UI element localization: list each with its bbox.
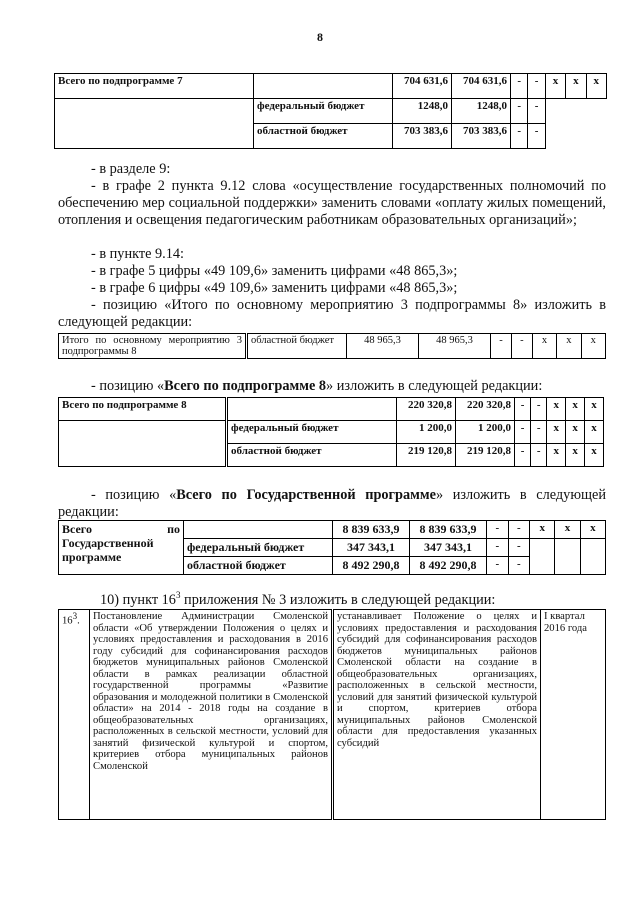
- state-program-label: Всего по Государственной программе: [59, 521, 184, 575]
- table-cell: -: [528, 124, 545, 149]
- table-cell: 219 120,8: [397, 444, 456, 467]
- table-cell: 8 839 633,9: [333, 521, 410, 539]
- table-cell: -: [511, 99, 528, 124]
- col6-text: - в графе 6 цифры «49 109,6» заменить цифрами «48 865,3»;: [91, 280, 458, 296]
- item914-text: - в пункте 9.14:: [91, 246, 185, 262]
- col5-text: - в графе 5 цифры «49 109,6» заменить цифрами «48 865,3»;: [91, 263, 458, 279]
- table-cell: 703 383,6: [393, 124, 452, 149]
- itogo-label: Итого по основному мероприятию 3 подпрограммы 8: [59, 334, 247, 359]
- reg-budget-label: областной бюджет: [184, 557, 333, 575]
- table-cell: х: [547, 444, 566, 467]
- table-cell: -: [508, 557, 530, 575]
- table-cell: х: [545, 74, 565, 99]
- document-name: Постановление Администрации Смоленской области «Об утверждении Положения о целях и условиях предоставления и расходования в 2016 году субсидий для софинансирования расходов бюджетов муниципальных районов Смоленской области в рамках реализации областной государственной программы «Развитие образования и молодежной политики в Смоленской области» на 2014 - 2018 годы на создание в общеобразовательных организациях, расположенных в сельской местности, условий для занятий физической культурой и спортом, критериев отбора муниципальных районов Смоленской: [90, 610, 333, 820]
- table-cell: х: [555, 521, 580, 539]
- table-cell: областной бюджет: [247, 334, 347, 359]
- subprogram7-table: [54, 73, 607, 149]
- table-cell: -: [487, 539, 509, 557]
- table-cell: х: [566, 444, 585, 467]
- appendix3-table: [58, 609, 606, 820]
- table-cell: х: [566, 421, 585, 444]
- table-cell: 8 839 633,9: [410, 521, 487, 539]
- table-cell: 703 383,6: [452, 124, 511, 149]
- table-cell: 1 200,0: [456, 421, 515, 444]
- table-cell: 1248,0: [452, 99, 511, 124]
- pos-itogo-text: - позицию «Итого по основному мероприятию 3 подпрограммы 8» изложить в следующей редакции:: [58, 297, 606, 330]
- table-cell: -: [515, 398, 531, 421]
- table-cell: -: [508, 539, 530, 557]
- section9-text: - в разделе 9:: [91, 161, 171, 177]
- table-cell: -: [487, 521, 509, 539]
- table-cell: -: [528, 99, 545, 124]
- table-cell: -: [487, 557, 509, 575]
- table-cell: 220 320,8: [456, 398, 515, 421]
- table-cell: х: [585, 398, 604, 421]
- page-number: 8: [317, 30, 323, 44]
- p912-text: - в графе 2 пункта 9.12 слова «осуществление государственных полномочий по обеспечению мер социальной поддержки» заменить словами «оплату жилых помещений, отопления и освещения педагогическим работникам образовательных организаций»;: [58, 178, 606, 228]
- table-cell: -: [511, 74, 528, 99]
- fed-budget-label: федеральный бюджет: [184, 539, 333, 557]
- table-cell: -: [511, 124, 528, 149]
- subprogram8-label: Всего по подпрограмме 8: [59, 398, 227, 421]
- table-cell: 704 631,6: [393, 74, 452, 99]
- item-number: $16^3$.: [59, 610, 90, 820]
- table-cell: х: [530, 521, 555, 539]
- table-cell: -: [515, 444, 531, 467]
- table-cell: 220 320,8: [397, 398, 456, 421]
- table-cell: -: [531, 444, 547, 467]
- itogo-table: [58, 333, 606, 359]
- table-cell: 8 492 290,8: [333, 557, 410, 575]
- reg-budget-label: областной бюджет: [254, 124, 393, 149]
- table-cell: х: [566, 398, 585, 421]
- table-cell: 704 631,6: [452, 74, 511, 99]
- table-cell: х: [585, 444, 604, 467]
- table-cell: 1248,0: [393, 99, 452, 124]
- state-program-table: [58, 520, 606, 575]
- table-cell: х: [581, 334, 605, 359]
- table-cell: х: [532, 334, 556, 359]
- table-cell: х: [586, 74, 606, 99]
- table-cell: -: [511, 334, 532, 359]
- table-cell: -: [531, 398, 547, 421]
- subprogram7-label: Всего по подпрограмме 7: [55, 74, 254, 99]
- table-cell: х: [557, 334, 581, 359]
- table-cell: 219 120,8: [456, 444, 515, 467]
- table-cell: 347 343,1: [410, 539, 487, 557]
- table-cell: 48 965,3: [419, 334, 491, 359]
- table-cell: -: [491, 334, 512, 359]
- table-cell: х: [547, 398, 566, 421]
- table-cell: х: [580, 521, 605, 539]
- fed-budget-label: федеральный бюджет: [254, 99, 393, 124]
- table-cell: х: [547, 421, 566, 444]
- pos-gp-text: - позицию «Всего по Государственной программе» изложить в следующей редакции:: [58, 487, 607, 520]
- table-cell: х: [566, 74, 586, 99]
- table-cell: -: [508, 521, 530, 539]
- subprogram8-table: [58, 397, 604, 467]
- item10-text: 10) пункт $16^3$ приложения № 3 изложить в следующей редакции:: [100, 590, 496, 608]
- reg-budget-label: областной бюджет: [227, 444, 397, 467]
- document-content: устанавливает Положение о целях и условиях предоставления и расходования субсидий для софинансирования расходов бюджетов муниципальных районов Смоленской области на создание в общеобразовательных организациях, расположенных в сельской местности, условий для занятий физической культурой и спортом, критериев отбора муниципальных районов Смоленской области для предоставления указанных субсидий: [333, 610, 541, 820]
- table-cell: 1 200,0: [397, 421, 456, 444]
- pos-sub8-text: - позицию «Всего по подпрограмме 8» изложить в следующей редакции:: [91, 378, 543, 394]
- fed-budget-label: федеральный бюджет: [227, 421, 397, 444]
- table-cell: 347 343,1: [333, 539, 410, 557]
- deadline: I квартал 2016 года: [541, 610, 606, 820]
- table-cell: -: [515, 421, 531, 444]
- table-cell: -: [531, 421, 547, 444]
- table-cell: 48 965,3: [347, 334, 419, 359]
- table-cell: х: [585, 421, 604, 444]
- table-cell: 8 492 290,8: [410, 557, 487, 575]
- table-cell: -: [528, 74, 545, 99]
